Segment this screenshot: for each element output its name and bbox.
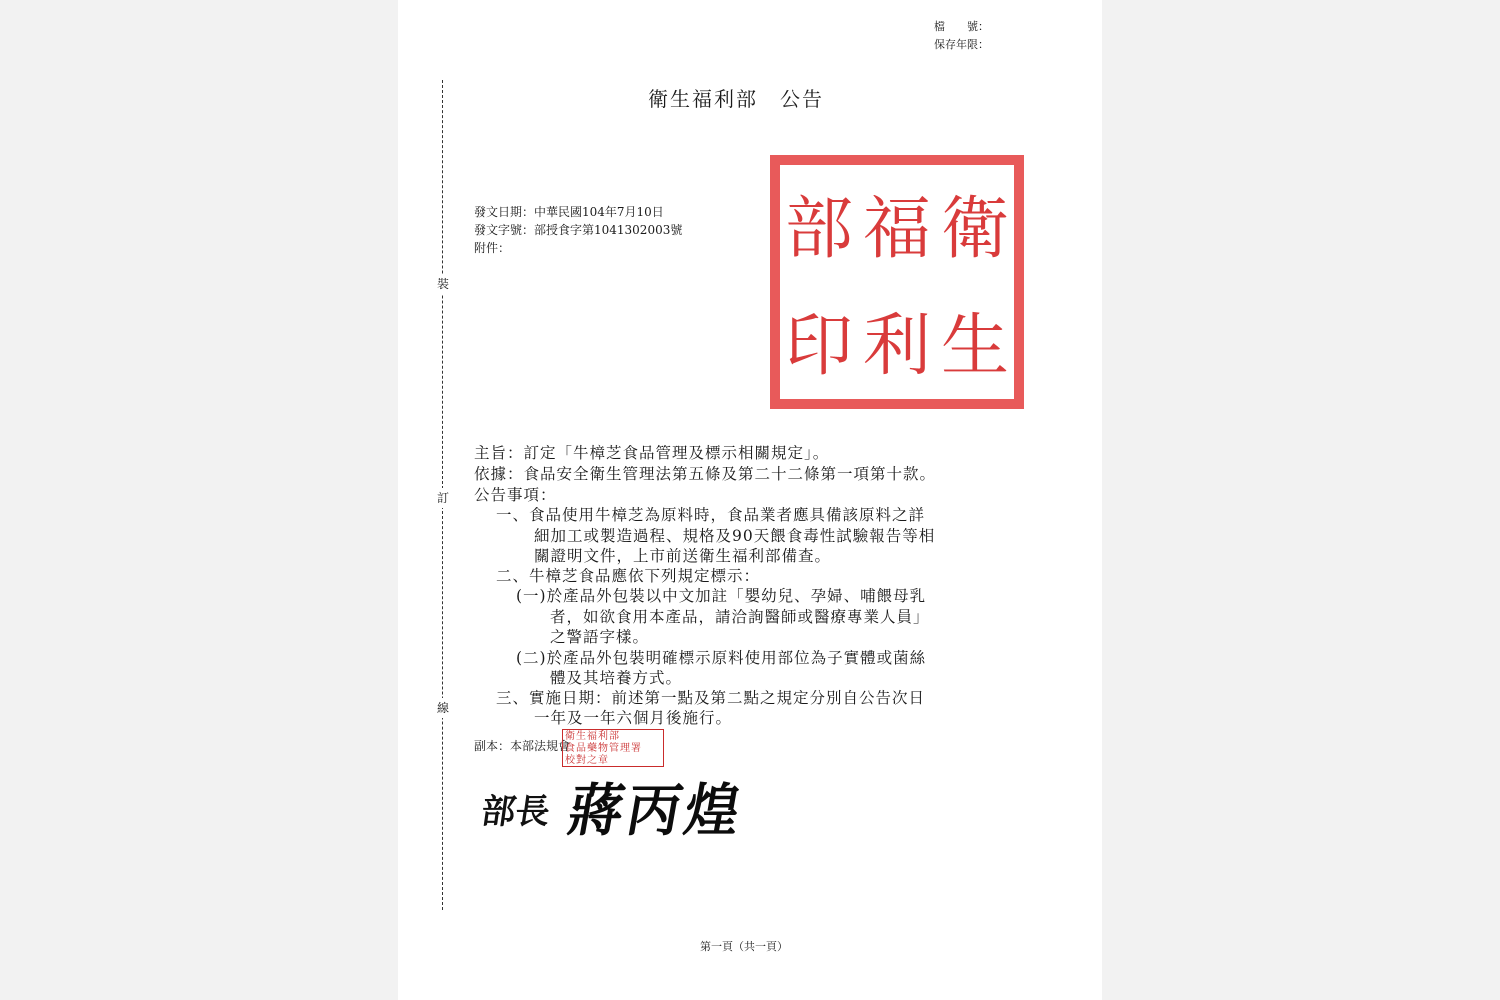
page-footer: 第一頁（共一頁）	[700, 940, 788, 953]
seal-char: 生	[940, 307, 1009, 386]
seal-char: 衛	[940, 190, 1009, 269]
item2-line: 二、牛樟芝食品應依下列規定標示：	[496, 567, 761, 585]
subject-line: 主旨：訂定「牛樟芝食品管理及標示相關規定」。	[474, 444, 830, 462]
document-meta	[474, 203, 682, 257]
item2-1-line1: (一)於產品外包裝以中文加註「嬰幼兒、孕婦、哺餵母乳	[516, 587, 927, 605]
minister-title: 部長	[478, 792, 553, 832]
seal-small-line: 食品藥物管理署	[565, 743, 642, 754]
document-page	[398, 0, 1102, 1000]
retention-label: 保存年限：	[934, 38, 989, 51]
binding-mark-ding: 訂	[434, 488, 452, 508]
reference-number: 發文字號：部授食字第1041302003號	[474, 223, 683, 237]
item2-1-line3: 之警語字樣。	[550, 628, 650, 646]
binding-mark-xian: 線	[434, 698, 452, 718]
copy-to: 副本：本部法規會	[474, 739, 571, 753]
binding-mark-zhuang: 裝	[434, 274, 452, 294]
seal-small-line: 校對之章	[565, 755, 609, 766]
ministry-seal	[770, 155, 1024, 409]
proofreading-seal	[562, 729, 664, 767]
seal-char: 福	[862, 190, 931, 269]
seal-small-line: 衛生福利部	[565, 731, 620, 742]
notice-header: 公告事項：	[474, 486, 557, 504]
attachment: 附件：	[474, 241, 511, 255]
seal-char: 印	[784, 307, 853, 386]
basis-line: 依據：食品安全衛生管理法第五條及第二十二條第一項第十款。	[474, 465, 937, 483]
item2-1-line2: 者，如欲食用本產品，請洽詢醫師或醫療專業人員」	[550, 608, 930, 626]
file-number-label: 檔 號：	[934, 20, 989, 33]
seal-char: 部	[784, 190, 853, 269]
issue-date: 發文日期：中華民國104年7月10日	[474, 205, 664, 219]
item2-2-line2: 體及其培養方式。	[550, 669, 683, 687]
item1-line3: 關證明文件，上市前送衛生福利部備查。	[534, 547, 832, 565]
item3-line1: 三、實施日期：前述第一點及第二點之規定分別自公告次日	[496, 689, 926, 707]
item3-line2: 一年及一年六個月後施行。	[534, 709, 733, 727]
minister-signature: 蔣丙煌	[563, 776, 750, 844]
item2-2-line1: (二)於產品外包裝明確標示原料使用部位為子實體或菌絲	[516, 649, 927, 667]
item1-line2: 細加工或製造過程、規格及90天餵食毒性試驗報告等相	[534, 527, 936, 545]
document-title: 衛生福利部 公告	[648, 87, 824, 111]
ministry-seal-inner	[778, 163, 1016, 401]
seal-char: 利	[862, 307, 931, 386]
item1-line1: 一、食品使用牛樟芝為原料時，食品業者應具備該原料之詳	[496, 506, 926, 524]
file-info	[934, 18, 989, 54]
